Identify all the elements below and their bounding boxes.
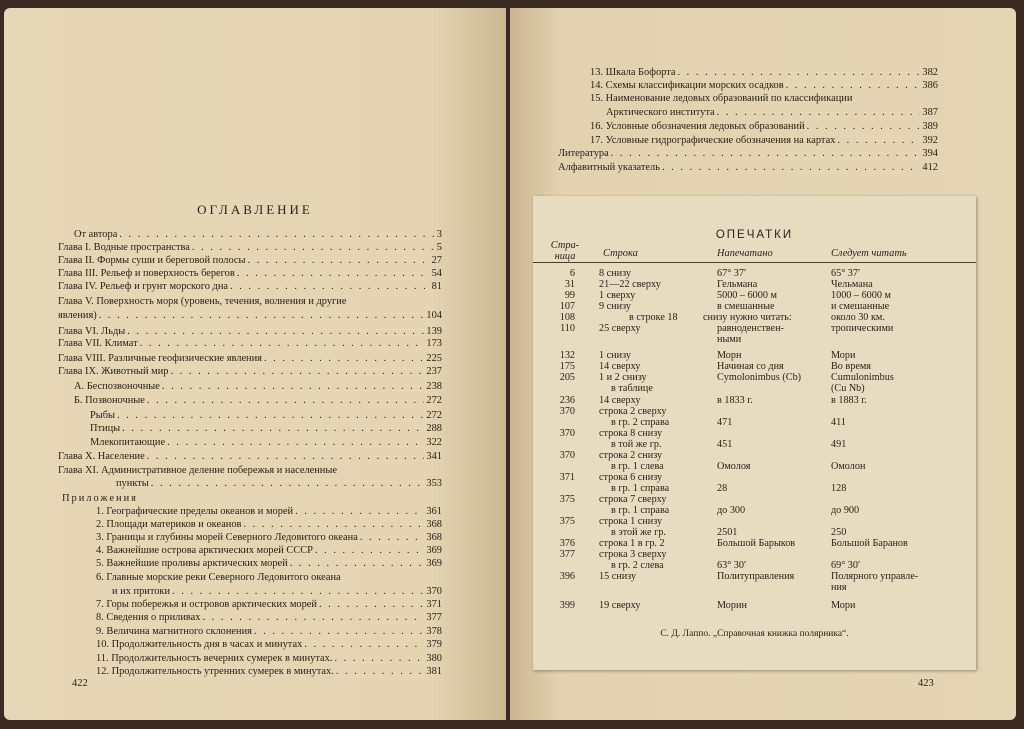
toc-entry bbox=[590, 79, 938, 92]
toc-entry bbox=[90, 422, 442, 435]
header-divider bbox=[533, 262, 976, 263]
errata-page: 110 bbox=[560, 323, 575, 334]
toc-entry-page: 380 bbox=[426, 653, 442, 664]
leader-dots bbox=[147, 450, 425, 463]
toc-entry bbox=[96, 652, 442, 665]
errata-printed: Омолоя bbox=[717, 461, 751, 472]
errata-printed: ными bbox=[717, 334, 742, 345]
toc-entry-page: 173 bbox=[426, 338, 442, 349]
toc-entry bbox=[96, 531, 442, 544]
toc-entry-text: Глава II. Формы суши и береговой полосы bbox=[58, 255, 246, 266]
leader-dots bbox=[254, 625, 424, 638]
toc-entry-page: 3 bbox=[436, 229, 442, 240]
toc-entry-page: 371 bbox=[426, 599, 442, 610]
toc-entry-page: 387 bbox=[922, 107, 938, 118]
errata-page: 370 bbox=[559, 406, 575, 417]
errata-line: 1 снизу bbox=[599, 350, 631, 361]
errata-page: 396 bbox=[559, 571, 575, 582]
toc-entry-text: Алфавитный указатель bbox=[558, 162, 660, 173]
leader-dots bbox=[172, 585, 424, 598]
leader-dots bbox=[162, 380, 425, 393]
toc-entry bbox=[74, 228, 442, 241]
toc-entry bbox=[58, 352, 442, 365]
errata-page: 31 bbox=[564, 279, 575, 290]
toc-entry-page: 377 bbox=[426, 612, 442, 623]
errata-printed: 67° 37′ bbox=[717, 268, 747, 279]
errata-line: строка 8 снизу bbox=[599, 428, 663, 439]
toc-entry-text: Арктического института bbox=[606, 107, 715, 118]
toc-entry bbox=[58, 464, 337, 477]
errata-page: 236 bbox=[559, 395, 575, 406]
toc-entry-text: 17. Условные гидрографические обозначения на картах bbox=[590, 135, 836, 146]
errata-correct: Полярного управле- bbox=[831, 571, 919, 582]
toc-entry bbox=[590, 134, 938, 147]
errata-correct: в 1883 г. bbox=[831, 395, 867, 406]
errata-line: в гр. 1 слева bbox=[611, 461, 664, 472]
errata-page: 375 bbox=[559, 516, 575, 527]
leader-dots bbox=[662, 161, 920, 174]
toc-entry-text: Глава I. Водные пространства bbox=[58, 242, 190, 253]
toc-entry-page: 81 bbox=[431, 281, 442, 292]
leader-dots bbox=[237, 267, 430, 280]
errata-correct: Во время bbox=[831, 361, 871, 372]
errata-line: 25 сверху bbox=[599, 323, 641, 334]
errata-correct: 1000 – 6000 м bbox=[831, 290, 891, 301]
toc-entry-text: 5. Важнейшие проливы арктических морей bbox=[96, 558, 288, 569]
errata-printed: Морн bbox=[717, 350, 742, 361]
errata-printed: 2501 bbox=[717, 527, 738, 538]
leader-dots bbox=[248, 254, 430, 267]
errata-line: в той же гр. bbox=[611, 439, 662, 450]
errata-correct: Омолон bbox=[831, 461, 866, 472]
leader-dots bbox=[99, 309, 425, 322]
errata-line: в гр. 2 слева bbox=[611, 560, 664, 571]
toc-entry-page: 369 bbox=[426, 558, 442, 569]
errata-line: в гр. 1 справа bbox=[611, 505, 670, 516]
errata-printed: Морин bbox=[717, 600, 747, 611]
toc-entry-text: 7. Горы побережья и островов арктических морей bbox=[96, 599, 317, 610]
toc-entry bbox=[58, 337, 442, 350]
errata-printed: 28 bbox=[717, 483, 728, 494]
errata-page: 376 bbox=[559, 538, 575, 549]
toc-entry bbox=[58, 241, 442, 254]
errata-page: 370 bbox=[559, 450, 575, 461]
errata-page: 99 bbox=[564, 290, 575, 301]
errata-printed: Начиная со дня bbox=[717, 361, 784, 372]
errata-line: строка 7 сверху bbox=[599, 494, 667, 505]
errata-printed: до 300 bbox=[717, 505, 746, 516]
toc-entry bbox=[58, 280, 442, 293]
errata-printed: в смешанные bbox=[717, 301, 775, 312]
errata-correct: (Cu Nb) bbox=[831, 383, 865, 394]
leader-dots bbox=[717, 106, 921, 119]
toc-entry-page: 382 bbox=[922, 67, 938, 78]
errata-line: в этой же гр. bbox=[611, 527, 666, 538]
toc-entry bbox=[590, 66, 938, 79]
toc-entry-page: 378 bbox=[426, 626, 442, 637]
errata-line: 8 снизу bbox=[599, 268, 631, 279]
toc-entry-text: Рыбы bbox=[90, 410, 116, 421]
leader-dots bbox=[171, 365, 425, 378]
errata-page: 371 bbox=[559, 472, 575, 483]
toc-entry-text: Птицы bbox=[90, 423, 121, 434]
errata-line: в гр. 2 справа bbox=[611, 417, 670, 428]
errata-line: строка 2 снизу bbox=[599, 450, 663, 461]
errata-page: 375 bbox=[559, 494, 575, 505]
toc-entry-text: 3. Границы и глубины морей Северного Ледовитого океана bbox=[96, 532, 358, 543]
errata-line: строка 3 сверху bbox=[599, 549, 667, 560]
toc-entry bbox=[62, 492, 138, 505]
errata-printed: 451 bbox=[717, 439, 733, 450]
toc-entry-text: Глава III. Рельеф и поверхность берегов bbox=[58, 268, 235, 279]
header-page: Стра- ница bbox=[550, 240, 580, 262]
errata-footer: С. Д. Лаппо. „Справочная книжка полярника“. bbox=[660, 629, 849, 639]
errata-line: 14 сверху bbox=[599, 361, 641, 372]
errata-correct: 65° 37′ bbox=[831, 268, 861, 279]
errata-page: 399 bbox=[559, 600, 575, 611]
errata-line: 14 сверху bbox=[599, 395, 641, 406]
toc-entry-page: 104 bbox=[426, 310, 442, 321]
toc-entry-text: 9. Величина магнитного склонения bbox=[96, 626, 252, 637]
toc-entry-page: 368 bbox=[426, 532, 442, 543]
toc-entry-text: А. Беспозвоночные bbox=[74, 381, 160, 392]
leader-dots bbox=[786, 79, 921, 92]
page-number-left: 422 bbox=[72, 678, 88, 689]
toc-entry-page: 238 bbox=[426, 381, 442, 392]
errata-printed: равноденствен- bbox=[717, 323, 784, 334]
leader-dots bbox=[295, 505, 424, 518]
toc-entry bbox=[116, 477, 442, 490]
errata-page: 132 bbox=[559, 350, 575, 361]
errata-line: 9 снизу bbox=[599, 301, 631, 312]
toc-entry-text: Млекопитающие bbox=[90, 437, 166, 448]
leader-dots bbox=[151, 477, 425, 490]
toc-entry bbox=[558, 161, 938, 174]
leader-dots bbox=[837, 134, 920, 147]
errata-printed: в 1833 г. bbox=[717, 395, 753, 406]
errata-correct: около 30 км. bbox=[831, 312, 885, 323]
errata-page: 107 bbox=[559, 301, 575, 312]
toc-entry-page: 288 bbox=[426, 423, 442, 434]
errata-correct: Чельмана bbox=[831, 279, 873, 290]
toc-entry-page: 341 bbox=[426, 451, 442, 462]
errata-correct: ния bbox=[831, 582, 847, 593]
toc-entry bbox=[58, 365, 442, 378]
toc-entry bbox=[590, 92, 852, 105]
toc-entry-page: 54 bbox=[431, 268, 442, 279]
toc-entry bbox=[58, 254, 442, 267]
toc-entry-page: 379 bbox=[426, 639, 442, 650]
toc-entry bbox=[58, 309, 442, 322]
errata-correct: Cumulonimbus bbox=[831, 372, 894, 383]
toc-entry-page: 381 bbox=[426, 666, 442, 677]
errata-page: 6 bbox=[569, 268, 575, 279]
leader-dots bbox=[192, 241, 435, 254]
toc-entry-page: 272 bbox=[426, 410, 442, 421]
errata-sheet bbox=[533, 196, 976, 670]
leader-dots bbox=[334, 652, 424, 665]
toc-entry-page: 237 bbox=[426, 366, 442, 377]
toc-entry bbox=[590, 120, 938, 133]
errata-line: строка 6 снизу bbox=[599, 472, 663, 483]
toc-entry-text: явления) bbox=[58, 310, 97, 321]
errata-line: строка 1 в гр. 2 bbox=[599, 538, 665, 549]
toc-entry bbox=[90, 436, 442, 449]
toc-entry-text: 12. Продолжительность утренних сумерек в минутах. bbox=[96, 666, 334, 677]
leader-dots bbox=[122, 422, 424, 435]
leader-dots bbox=[319, 598, 424, 611]
toc-entry bbox=[58, 450, 442, 463]
toc-entry-page: 5 bbox=[436, 242, 442, 253]
toc-entry-text: Глава IX. Животный мир bbox=[58, 366, 169, 377]
errata-printed: 5000 – 6000 м bbox=[717, 290, 777, 301]
errata-printed: 471 bbox=[717, 417, 733, 428]
toc-entry bbox=[58, 295, 346, 308]
toc-entry-text: Литература bbox=[558, 148, 609, 159]
errata-line: в таблице bbox=[611, 383, 653, 394]
errata-line: строка 2 сверху bbox=[599, 406, 667, 417]
errata-correct: тропическими bbox=[831, 323, 894, 334]
errata-line: 15 снизу bbox=[599, 571, 637, 582]
errata-page: 175 bbox=[559, 361, 575, 372]
toc-entry bbox=[74, 394, 442, 407]
errata-correct: 250 bbox=[831, 527, 847, 538]
errata-line: 1 сверху bbox=[599, 290, 636, 301]
errata-correct: и смешанные bbox=[831, 301, 890, 312]
errata-line: 21—22 сверху bbox=[599, 279, 661, 290]
leader-dots bbox=[202, 611, 424, 624]
errata-printed: Гельмана bbox=[717, 279, 758, 290]
leader-dots bbox=[167, 436, 424, 449]
toc-entry-page: 322 bbox=[426, 437, 442, 448]
toc-entry-text: и их притоки bbox=[112, 586, 171, 597]
toc-entry-text: 11. Продолжительность вечерних сумерек в минутах. bbox=[96, 653, 333, 664]
errata-correct: до 900 bbox=[831, 505, 860, 516]
toc-entry-page: 225 bbox=[426, 353, 442, 364]
toc-entry-text: 15. Наименование ледовых образований по классификации bbox=[590, 93, 853, 104]
errata-printed: снизу нужно читать: bbox=[703, 312, 792, 323]
leader-dots bbox=[230, 280, 430, 293]
toc-entry-text: 16. Условные обозначения ледовых образований bbox=[590, 121, 805, 132]
toc-entry bbox=[606, 106, 938, 119]
toc-entry bbox=[96, 638, 442, 651]
leader-dots bbox=[290, 557, 425, 570]
toc-entry-text: Глава XI. Административное деление побережья и населенные bbox=[58, 465, 337, 476]
toc-entry-text: 6. Главные морские реки Северного Ледовитого океана bbox=[96, 572, 341, 583]
toc-entry-text: От автора bbox=[74, 229, 118, 240]
leader-dots bbox=[117, 409, 424, 422]
errata-line: в строке 18 bbox=[629, 312, 678, 323]
toc-entry-text: 2. Площади материков и океанов bbox=[96, 519, 242, 530]
leader-dots bbox=[243, 518, 424, 531]
toc-entry-text: Приложения bbox=[62, 493, 138, 504]
toc-entry-page: 412 bbox=[922, 162, 938, 173]
leader-dots bbox=[147, 394, 425, 407]
toc-entry-text: Глава VI. Льды bbox=[58, 326, 126, 337]
toc-entry-text: 8. Сведения о приливах bbox=[96, 612, 201, 623]
toc-entry-page: 272 bbox=[426, 395, 442, 406]
leader-dots bbox=[677, 66, 920, 79]
errata-page: 108 bbox=[559, 312, 575, 323]
toc-entry-text: Глава VIII. Различные геофизические явления bbox=[58, 353, 262, 364]
toc-entry-page: 394 bbox=[922, 148, 938, 159]
errata-correct: Мори bbox=[831, 350, 856, 361]
toc-entry-text: Б. Позвоночные bbox=[74, 395, 145, 406]
toc-entry-text: 13. Шкала Бофорта bbox=[590, 67, 676, 78]
leader-dots bbox=[119, 228, 434, 241]
toc-entry bbox=[96, 625, 442, 638]
toc-entry-text: пункты bbox=[116, 478, 149, 489]
toc-entry-page: 370 bbox=[426, 586, 442, 597]
errata-printed: Cymolonimbus (Cb) bbox=[717, 372, 802, 383]
errata-printed: Политуправления bbox=[717, 571, 795, 582]
leader-dots bbox=[304, 638, 424, 651]
toc-entry bbox=[74, 380, 442, 393]
header-line: Строка bbox=[603, 248, 638, 259]
leader-dots bbox=[360, 531, 425, 544]
toc-entry-page: 27 bbox=[431, 255, 442, 266]
toc-entry-text: Глава V. Поверхность моря (уровень, течения, волнения и другие bbox=[58, 296, 347, 307]
toc-entry-text: Глава X. Население bbox=[58, 451, 145, 462]
toc-entry bbox=[96, 665, 442, 678]
toc-entry-page: 369 bbox=[426, 545, 442, 556]
toc-entry-page: 386 bbox=[922, 80, 938, 91]
toc-entry bbox=[90, 409, 442, 422]
toc-entry bbox=[96, 505, 442, 518]
toc-entry-text: 4. Важнейшие острова арктических морей СССР bbox=[96, 545, 313, 556]
toc-entry bbox=[96, 611, 442, 624]
leader-dots bbox=[807, 120, 921, 133]
toc-entry-page: 368 bbox=[426, 519, 442, 530]
errata-line: 1 и 2 снизу bbox=[599, 372, 647, 383]
toc-entry-page: 361 bbox=[426, 506, 442, 517]
toc-entry bbox=[96, 518, 442, 531]
toc-entry bbox=[96, 557, 442, 570]
errata-correct: 69° 30′ bbox=[831, 560, 861, 571]
errata-correct: 128 bbox=[831, 483, 847, 494]
toc-entry-text: Глава VII. Климат bbox=[58, 338, 138, 349]
errata-page: 377 bbox=[559, 549, 575, 560]
header-printed: Напечатано bbox=[717, 248, 773, 259]
errata-correct: 411 bbox=[831, 417, 846, 428]
leader-dots bbox=[315, 544, 424, 557]
toc-entry-text: Глава IV. Рельеф и грунт морского дна bbox=[58, 281, 228, 292]
header-should: Следует читать bbox=[831, 248, 907, 259]
leader-dots bbox=[611, 147, 921, 160]
page-number-right: 423 bbox=[918, 678, 934, 689]
errata-correct: Мори bbox=[831, 600, 856, 611]
leader-dots bbox=[264, 352, 424, 365]
toc-entry-text: 1. Географические пределы океанов и морей bbox=[96, 506, 294, 517]
errata-title: ОПЕЧАТКИ bbox=[715, 229, 794, 241]
leader-dots bbox=[140, 337, 425, 350]
errata-correct: 491 bbox=[831, 439, 847, 450]
toc-entry-page: 139 bbox=[426, 326, 442, 337]
toc-entry-text: 10. Продолжительность дня в часах и минутах bbox=[96, 639, 303, 650]
toc-entry-text: 14. Схемы классификации морских осадков bbox=[590, 80, 784, 91]
toc-entry bbox=[112, 585, 442, 598]
errata-correct: Большой Баранов bbox=[831, 538, 908, 549]
toc-entry-page: 392 bbox=[922, 135, 938, 146]
errata-printed: Большой Барыков bbox=[717, 538, 796, 549]
toc-entry-page: 389 bbox=[922, 121, 938, 132]
toc-entry bbox=[96, 571, 341, 584]
toc-entry-page: 353 bbox=[426, 478, 442, 489]
toc-entry bbox=[96, 544, 442, 557]
toc-title: ОГЛАВЛЕНИЕ bbox=[197, 202, 313, 217]
left-page bbox=[4, 8, 506, 720]
errata-line: в гр. 1 справа bbox=[611, 483, 670, 494]
errata-line: строка 1 снизу bbox=[599, 516, 663, 527]
toc-entry bbox=[558, 147, 938, 160]
errata-line: 19 сверху bbox=[599, 600, 641, 611]
errata-page: 370 bbox=[559, 428, 575, 439]
leader-dots bbox=[336, 665, 425, 678]
toc-entry bbox=[58, 267, 442, 280]
errata-printed: 63° 30′ bbox=[717, 560, 747, 571]
errata-page: 205 bbox=[559, 372, 575, 383]
toc-entry bbox=[96, 598, 442, 611]
